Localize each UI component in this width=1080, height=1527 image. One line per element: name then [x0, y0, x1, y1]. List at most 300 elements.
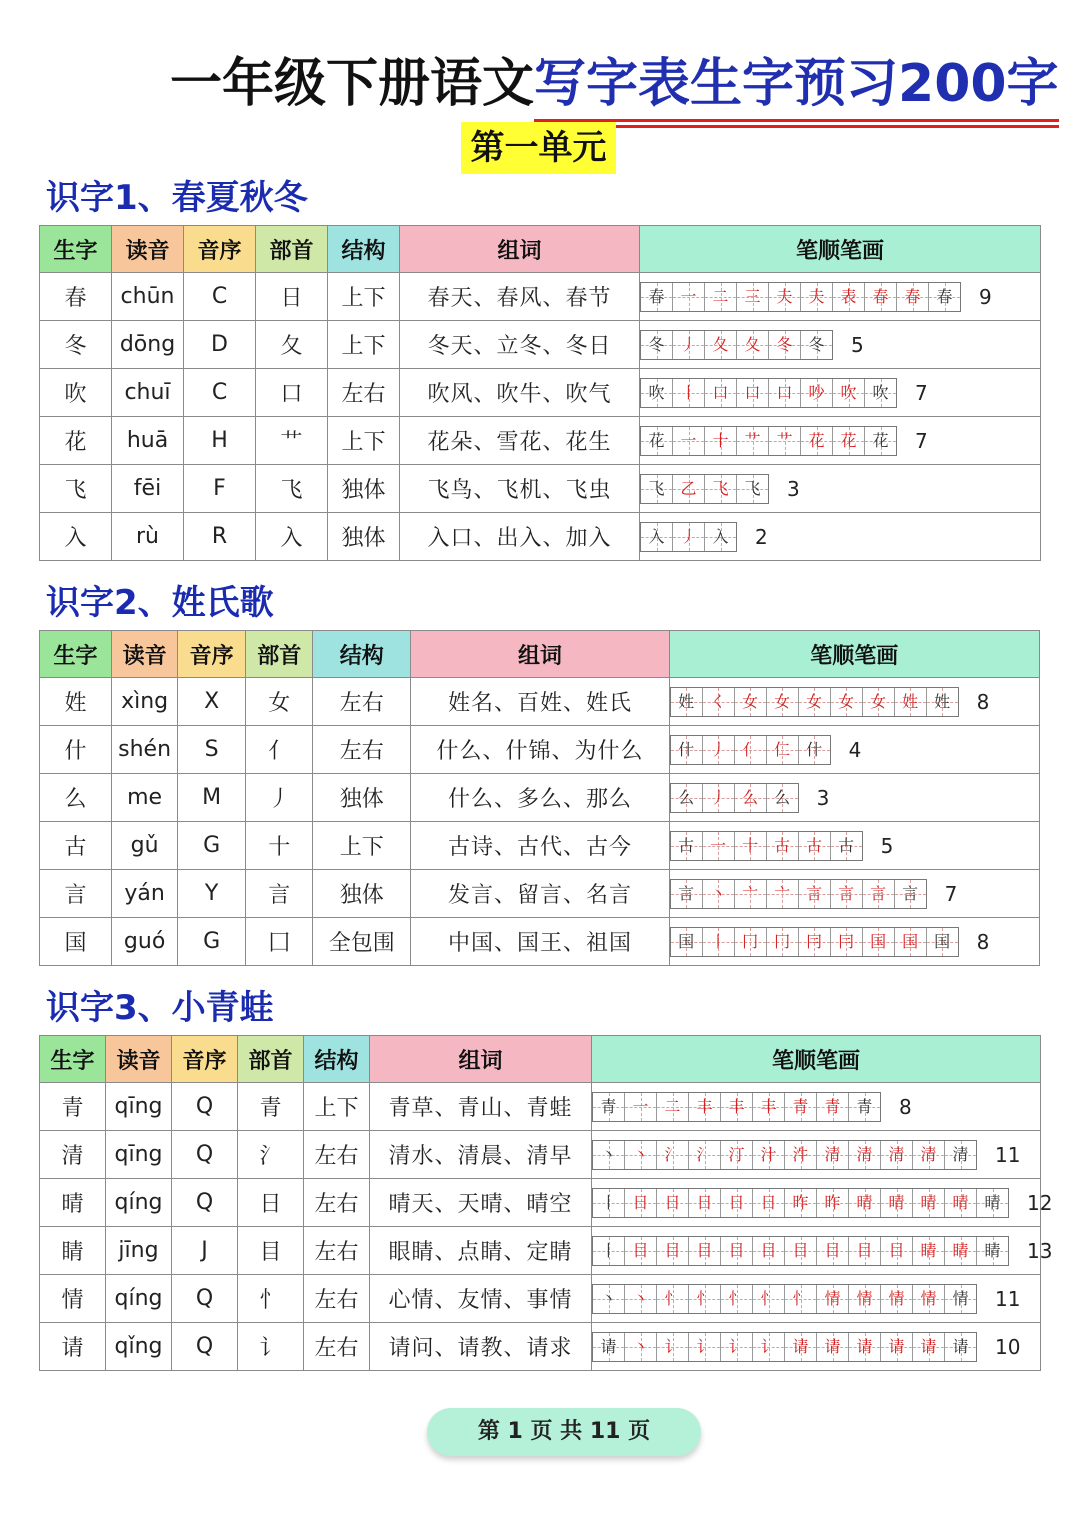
- stroke-glyph: 目: [888, 1240, 905, 1260]
- char-cell: 么: [40, 774, 112, 822]
- stroke-box: [671, 880, 703, 908]
- stroke-order-cell: [669, 918, 1039, 966]
- stroke-box: [721, 1285, 753, 1313]
- stroke-glyph: 清: [952, 1144, 969, 1164]
- table-row: [40, 1227, 1041, 1275]
- structure-cell: 独体: [328, 465, 400, 513]
- stroke-box: [593, 1285, 625, 1313]
- table-header-row: [40, 631, 1040, 678]
- char-cell: 吹: [40, 369, 112, 417]
- structure-cell: 左右: [328, 369, 400, 417]
- stroke-box: [625, 1141, 657, 1169]
- stroke-glyph: 言: [806, 883, 823, 903]
- stroke-box: [785, 1189, 817, 1217]
- character-table: [39, 1035, 1053, 1371]
- pinyin-cell: chuī: [112, 369, 184, 417]
- char-cell: 什: [40, 726, 112, 774]
- stroke-order-cell: [592, 1179, 1053, 1227]
- words-cell: 清水、清晨、清早: [370, 1131, 592, 1179]
- stroke-glyph: 睛: [984, 1240, 1001, 1260]
- stroke-glyph: 女: [870, 691, 887, 711]
- structure-cell: 上下: [328, 321, 400, 369]
- stroke-box: [689, 1189, 721, 1217]
- stroke-box: [895, 928, 927, 956]
- char-cell: 春: [40, 273, 112, 321]
- sequence-cell: X: [178, 678, 246, 726]
- char-cell: 青: [40, 1083, 106, 1131]
- sequence-cell: H: [184, 417, 256, 465]
- stroke-box: [735, 928, 767, 956]
- stroke-glyph: 忄: [760, 1288, 777, 1308]
- stroke-glyph: 言: [870, 883, 887, 903]
- stroke-box: [689, 1141, 721, 1169]
- stroke-box: [737, 379, 769, 407]
- words-cell: 姓名、百姓、姓氏: [411, 678, 669, 726]
- stroke-glyph: 丰: [728, 1096, 745, 1116]
- stroke-box: [753, 1093, 785, 1121]
- stroke-box: [705, 523, 736, 551]
- stroke-glyph: 晴: [920, 1192, 937, 1212]
- stroke-box: [705, 331, 737, 359]
- stroke-glyph: 讠: [760, 1336, 777, 1356]
- stroke-glyph: 青: [792, 1096, 809, 1116]
- stroke-box: [881, 1141, 913, 1169]
- stroke-glyph: 丨: [680, 382, 697, 402]
- stroke-box: [801, 427, 833, 455]
- structure-cell: 上下: [304, 1083, 370, 1131]
- stroke-glyph: 昨: [824, 1192, 841, 1212]
- stroke-box: [735, 784, 767, 812]
- column-header: 音序: [172, 1036, 238, 1083]
- stroke-box: [863, 880, 895, 908]
- table-row: [40, 321, 1041, 369]
- stroke-order-grid: [640, 330, 833, 360]
- stroke-glyph: 夫: [776, 286, 793, 306]
- stroke-glyph: 清: [920, 1144, 937, 1164]
- stroke-box: [703, 688, 735, 716]
- stroke-glyph: 一: [710, 835, 727, 855]
- stroke-box: [593, 1237, 625, 1265]
- stroke-glyph: 目: [824, 1240, 841, 1260]
- stroke-box: [753, 1333, 785, 1361]
- stroke-box: [641, 427, 673, 455]
- stroke-box: [929, 283, 960, 311]
- structure-cell: 上下: [313, 822, 411, 870]
- char-cell: 请: [40, 1323, 106, 1371]
- column-header: 组词: [370, 1036, 592, 1083]
- stroke-box: [945, 1333, 976, 1361]
- stroke-glyph: 古: [678, 835, 695, 855]
- stroke-box: [863, 688, 895, 716]
- stroke-glyph: 仁: [774, 739, 791, 759]
- pinyin-cell: qīng: [106, 1083, 172, 1131]
- stroke-glyph: 二: [664, 1096, 681, 1116]
- stroke-glyph: 请: [888, 1336, 905, 1356]
- stroke-glyph: 丿: [710, 787, 727, 807]
- stroke-glyph: 清: [888, 1144, 905, 1164]
- stroke-order-cell: [640, 465, 1041, 513]
- radical-cell: 囗: [246, 918, 313, 966]
- stroke-order-grid: [592, 1140, 977, 1170]
- stroke-order-cell: [669, 726, 1039, 774]
- stroke-order-cell: [592, 1227, 1053, 1275]
- stroke-glyph: 古: [838, 835, 855, 855]
- sequence-cell: D: [184, 321, 256, 369]
- page-indicator: 第 1 页 共 11 页: [427, 1408, 701, 1456]
- table-row: [40, 273, 1041, 321]
- sequence-cell: Q: [172, 1275, 238, 1323]
- stroke-glyph: 请: [856, 1336, 873, 1356]
- stroke-glyph: 忄: [696, 1288, 713, 1308]
- stroke-glyph: 请: [952, 1336, 969, 1356]
- stroke-glyph: 一: [680, 286, 697, 306]
- stroke-box: [671, 832, 703, 860]
- stroke-box: [977, 1237, 1008, 1265]
- stroke-glyph: 春: [872, 286, 889, 306]
- stroke-glyph: 花: [840, 430, 857, 450]
- stroke-box: [721, 1093, 753, 1121]
- stroke-glyph: 日: [632, 1192, 649, 1212]
- stroke-box: [767, 928, 799, 956]
- stroke-order-cell: [592, 1323, 1041, 1371]
- sequence-cell: Q: [172, 1179, 238, 1227]
- stroke-box: [833, 427, 865, 455]
- stroke-glyph: 女: [806, 691, 823, 711]
- table-row: [40, 513, 1041, 561]
- stroke-box: [657, 1141, 689, 1169]
- sequence-cell: J: [172, 1227, 238, 1275]
- stroke-glyph: 晴: [856, 1192, 873, 1212]
- stroke-box: [657, 1189, 689, 1217]
- stroke-box: [737, 331, 769, 359]
- structure-cell: 全包围: [313, 918, 411, 966]
- stroke-box: [945, 1285, 976, 1313]
- stroke-box: [767, 688, 799, 716]
- stroke-count: 7: [915, 380, 928, 405]
- words-cell: 心情、友情、事情: [370, 1275, 592, 1323]
- column-header: 音序: [184, 226, 256, 273]
- stroke-box: [785, 1141, 817, 1169]
- stroke-box: [721, 1333, 753, 1361]
- stroke-box: [913, 1237, 945, 1265]
- stroke-glyph: 古: [774, 835, 791, 855]
- stroke-box: [799, 880, 831, 908]
- stroke-box: [703, 832, 735, 860]
- stroke-box: [849, 1189, 881, 1217]
- stroke-box: [657, 1237, 689, 1265]
- stroke-glyph: 丶: [710, 883, 727, 903]
- stroke-box: [769, 427, 801, 455]
- radical-cell: 亻: [246, 726, 313, 774]
- stroke-order-cell: [640, 321, 1041, 369]
- stroke-box: [657, 1333, 689, 1361]
- table-row: [40, 870, 1040, 918]
- stroke-glyph: 青: [600, 1096, 617, 1116]
- pinyin-cell: qīng: [106, 1131, 172, 1179]
- stroke-order-grid: [670, 831, 863, 861]
- stroke-glyph: 亻: [742, 739, 759, 759]
- stroke-box: [735, 736, 767, 764]
- stroke-box: [913, 1189, 945, 1217]
- stroke-glyph: 讠: [696, 1336, 713, 1356]
- stroke-glyph: 女: [774, 691, 791, 711]
- words-cell: 请问、请教、请求: [370, 1323, 592, 1371]
- lesson-title: 识字2、姓氏歌: [46, 583, 274, 623]
- page-title-part1: 一年级下册语文: [170, 54, 535, 114]
- stroke-box: [657, 1093, 689, 1121]
- stroke-box: [849, 1237, 881, 1265]
- radical-cell: 讠: [238, 1323, 304, 1371]
- stroke-box: [767, 784, 798, 812]
- stroke-glyph: 请: [920, 1336, 937, 1356]
- stroke-count: 8: [976, 929, 990, 954]
- stroke-box: [641, 331, 673, 359]
- stroke-box: [703, 784, 735, 812]
- table-row: [40, 1083, 1041, 1131]
- page-title: [170, 52, 1059, 116]
- stroke-glyph: 一: [680, 430, 697, 450]
- pinyin-cell: fēi: [112, 465, 184, 513]
- stroke-box: [913, 1141, 945, 1169]
- stroke-glyph: 夂: [712, 334, 729, 354]
- pinyin-cell: chūn: [112, 273, 184, 321]
- stroke-glyph: 什: [806, 739, 823, 759]
- stroke-glyph: 春: [904, 286, 921, 306]
- table-row: [40, 369, 1041, 417]
- stroke-box: [945, 1189, 977, 1217]
- stroke-glyph: 丨: [710, 931, 727, 951]
- stroke-glyph: 国: [934, 931, 951, 951]
- pinyin-cell: gǔ: [112, 822, 178, 870]
- stroke-glyph: 亠: [774, 883, 791, 903]
- stroke-glyph: 女: [838, 691, 855, 711]
- words-cell: 什么、什锦、为什么: [411, 726, 669, 774]
- stroke-glyph: 忄: [792, 1288, 809, 1308]
- stroke-order-grid: [670, 927, 959, 957]
- stroke-glyph: 目: [664, 1240, 681, 1260]
- radical-cell: 艹: [256, 417, 328, 465]
- column-header: 读音: [112, 226, 184, 273]
- char-cell: 花: [40, 417, 112, 465]
- stroke-glyph: 丿: [680, 526, 697, 546]
- table-row: [40, 1131, 1041, 1179]
- stroke-box: [641, 523, 673, 551]
- radical-cell: 丿: [246, 774, 313, 822]
- column-header: 部首: [256, 226, 328, 273]
- sequence-cell: Q: [172, 1323, 238, 1371]
- char-cell: 情: [40, 1275, 106, 1323]
- stroke-box: [641, 283, 673, 311]
- stroke-glyph: 春: [648, 286, 665, 306]
- stroke-order-grid: [670, 879, 927, 909]
- pinyin-cell: rù: [112, 513, 184, 561]
- stroke-glyph: 日: [664, 1192, 681, 1212]
- table-row: [40, 417, 1041, 465]
- stroke-glyph: 艹: [776, 430, 793, 450]
- pinyin-cell: xìng: [112, 678, 178, 726]
- stroke-box: [737, 427, 769, 455]
- stroke-box: [881, 1285, 913, 1313]
- stroke-box: [705, 427, 737, 455]
- stroke-box: [881, 1189, 913, 1217]
- stroke-order-cell: [592, 1131, 1041, 1179]
- stroke-box: [593, 1189, 625, 1217]
- stroke-box: [863, 928, 895, 956]
- stroke-order-grid: [592, 1092, 881, 1122]
- words-cell: 青草、青山、青蛙: [370, 1083, 592, 1131]
- radical-cell: 口: [256, 369, 328, 417]
- stroke-glyph: 女: [742, 691, 759, 711]
- sequence-cell: R: [184, 513, 256, 561]
- stroke-glyph: 目: [760, 1240, 777, 1260]
- column-header: 笔顺笔画: [669, 631, 1039, 678]
- char-cell: 古: [40, 822, 112, 870]
- pinyin-cell: qíng: [106, 1179, 172, 1227]
- stroke-glyph: 丰: [696, 1096, 713, 1116]
- words-cell: 眼睛、点睛、定睛: [370, 1227, 592, 1275]
- column-header: 生字: [40, 226, 112, 273]
- unit-label: 第一单元: [461, 122, 616, 174]
- stroke-glyph: 青: [824, 1096, 841, 1116]
- stroke-glyph: 表: [840, 286, 857, 306]
- stroke-order-cell: [640, 369, 1041, 417]
- stroke-glyph: 吹: [840, 382, 857, 402]
- stroke-box: [817, 1189, 849, 1217]
- sequence-cell: M: [178, 774, 246, 822]
- stroke-glyph: 丶: [600, 1144, 617, 1164]
- stroke-box: [689, 1285, 721, 1313]
- stroke-box: [849, 1141, 881, 1169]
- table-header-row: [40, 226, 1041, 273]
- structure-cell: 左右: [313, 678, 411, 726]
- stroke-box: [831, 688, 863, 716]
- char-cell: 冬: [40, 321, 112, 369]
- stroke-glyph: 国: [678, 931, 695, 951]
- pinyin-cell: qíng: [106, 1275, 172, 1323]
- stroke-glyph: 忄: [728, 1288, 745, 1308]
- stroke-box: [625, 1285, 657, 1313]
- stroke-count: 10: [995, 1334, 1021, 1359]
- stroke-count: 8: [976, 689, 990, 714]
- stroke-box: [849, 1333, 881, 1361]
- stroke-order-grid: [640, 378, 897, 408]
- stroke-glyph: 吹: [872, 382, 889, 402]
- stroke-glyph: 国: [902, 931, 919, 951]
- stroke-box: [849, 1285, 881, 1313]
- sequence-cell: G: [178, 822, 246, 870]
- stroke-glyph: 夂: [744, 334, 761, 354]
- stroke-box: [817, 1285, 849, 1313]
- column-header: 部首: [246, 631, 313, 678]
- stroke-glyph: 艹: [744, 430, 761, 450]
- stroke-order-grid: [670, 735, 831, 765]
- stroke-glyph: 古: [806, 835, 823, 855]
- sequence-cell: Q: [172, 1131, 238, 1179]
- stroke-box: [625, 1093, 657, 1121]
- sequence-cell: S: [178, 726, 246, 774]
- words-cell: 入口、出入、加入: [400, 513, 640, 561]
- stroke-glyph: 丶: [632, 1288, 649, 1308]
- stroke-glyph: 目: [792, 1240, 809, 1260]
- stroke-order-grid: [640, 522, 737, 552]
- stroke-glyph: 氵: [664, 1144, 681, 1164]
- words-cell: 吹风、吹牛、吹气: [400, 369, 640, 417]
- words-cell: 古诗、古代、古今: [411, 822, 669, 870]
- stroke-glyph: 日: [760, 1192, 777, 1212]
- stroke-glyph: 汁: [760, 1144, 777, 1164]
- stroke-box: [785, 1333, 817, 1361]
- stroke-glyph: 飞: [712, 478, 729, 498]
- stroke-glyph: 清: [856, 1144, 873, 1164]
- stroke-box: [625, 1189, 657, 1217]
- column-header: 笔顺笔画: [592, 1036, 1041, 1083]
- structure-cell: 左右: [313, 726, 411, 774]
- column-header: 生字: [40, 631, 112, 678]
- stroke-order-cell: [669, 678, 1039, 726]
- table-row: [40, 822, 1040, 870]
- stroke-glyph: 丶: [632, 1336, 649, 1356]
- stroke-glyph: 冂: [774, 931, 791, 951]
- stroke-box: [977, 1189, 1008, 1217]
- stroke-box: [767, 880, 799, 908]
- stroke-glyph: 情: [920, 1288, 937, 1308]
- pinyin-cell: huā: [112, 417, 184, 465]
- stroke-glyph: 春: [936, 286, 953, 306]
- stroke-box: [703, 880, 735, 908]
- stroke-box: [881, 1333, 913, 1361]
- column-header: 音序: [178, 631, 246, 678]
- stroke-glyph: 讠: [728, 1336, 745, 1356]
- stroke-glyph: 花: [872, 430, 889, 450]
- stroke-box: [673, 523, 705, 551]
- stroke-glyph: 目: [728, 1240, 745, 1260]
- stroke-box: [641, 475, 673, 503]
- stroke-box: [721, 1189, 753, 1217]
- stroke-glyph: 吵: [808, 382, 825, 402]
- stroke-box: [831, 832, 862, 860]
- stroke-box: [593, 1333, 625, 1361]
- stroke-box: [897, 283, 929, 311]
- stroke-box: [865, 427, 896, 455]
- stroke-order-grid: [640, 474, 769, 504]
- stroke-glyph: 请: [600, 1336, 617, 1356]
- stroke-glyph: 情: [952, 1288, 969, 1308]
- stroke-glyph: 氵: [696, 1144, 713, 1164]
- words-cell: 发言、留言、名言: [411, 870, 669, 918]
- stroke-glyph: 晴: [952, 1192, 969, 1212]
- stroke-box: [799, 688, 831, 716]
- structure-cell: 独体: [328, 513, 400, 561]
- stroke-glyph: 睛: [920, 1240, 937, 1260]
- stroke-box: [913, 1285, 945, 1313]
- column-header: 笔顺笔画: [640, 226, 1041, 273]
- stroke-box: [705, 475, 737, 503]
- stroke-glyph: 姓: [902, 691, 919, 711]
- column-header: 结构: [328, 226, 400, 273]
- stroke-glyph: 丶: [600, 1288, 617, 1308]
- pinyin-cell: dōng: [112, 321, 184, 369]
- stroke-box: [721, 1141, 753, 1169]
- table-row: [40, 1179, 1041, 1227]
- stroke-order-grid: [592, 1332, 977, 1362]
- stroke-order-grid: [592, 1284, 977, 1314]
- char-cell: 姓: [40, 678, 112, 726]
- stroke-box: [817, 1093, 849, 1121]
- stroke-box: [881, 1237, 913, 1265]
- stroke-box: [865, 379, 896, 407]
- table-row: [40, 465, 1041, 513]
- words-cell: 春天、春风、春节: [400, 273, 640, 321]
